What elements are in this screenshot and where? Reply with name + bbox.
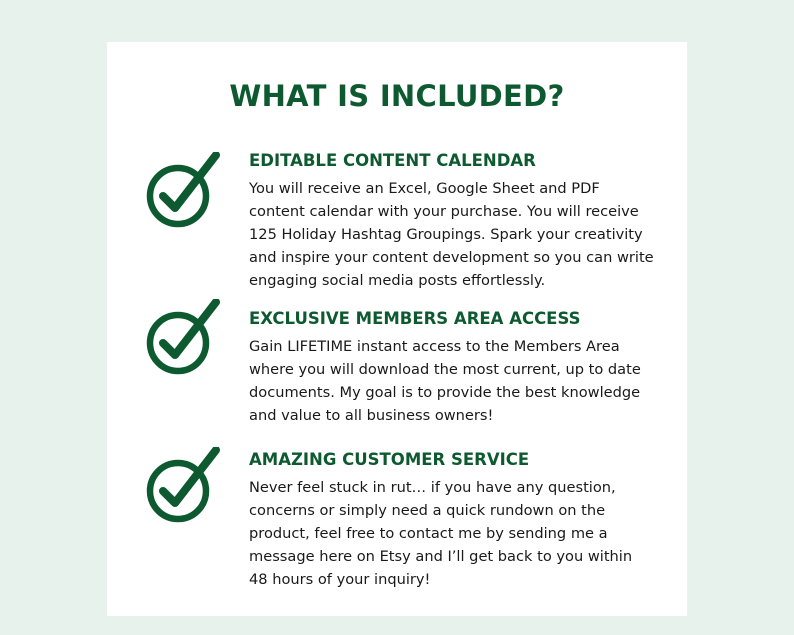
- content-card: [107, 42, 687, 616]
- check-circle-icon: [144, 299, 224, 379]
- feature-description: Gain LIFETIME instant access to the Members Area where you will download the most current, up to date documents. My goal is to provide the best knowledge and value to all business owners!: [249, 338, 641, 424]
- page-title: WHAT IS INCLUDED?: [229, 79, 565, 113]
- feature-heading: EDITABLE CONTENT CALENDAR: [249, 151, 536, 170]
- feature-heading: AMAZING CUSTOMER SERVICE: [249, 450, 530, 469]
- feature-description: Never feel stuck in rut… if you have any question, concerns or simply need a quick rundown on the product, feel free to contact me by sending me a message here on Etsy and I’ll get back to you within 48 hours of your inquiry!: [249, 479, 633, 588]
- feature-heading: EXCLUSIVE MEMBERS AREA ACCESS: [249, 309, 581, 328]
- check-circle-icon: [144, 447, 224, 527]
- feature-description: You will receive an Excel, Google Sheet and PDF content calendar with your purchase. You will receive 125 Holiday Hashtag Groupings. Spark your creativity and inspire your content development so you can write engaging social media posts effortlessly.: [249, 180, 654, 289]
- check-circle-icon: [144, 152, 224, 232]
